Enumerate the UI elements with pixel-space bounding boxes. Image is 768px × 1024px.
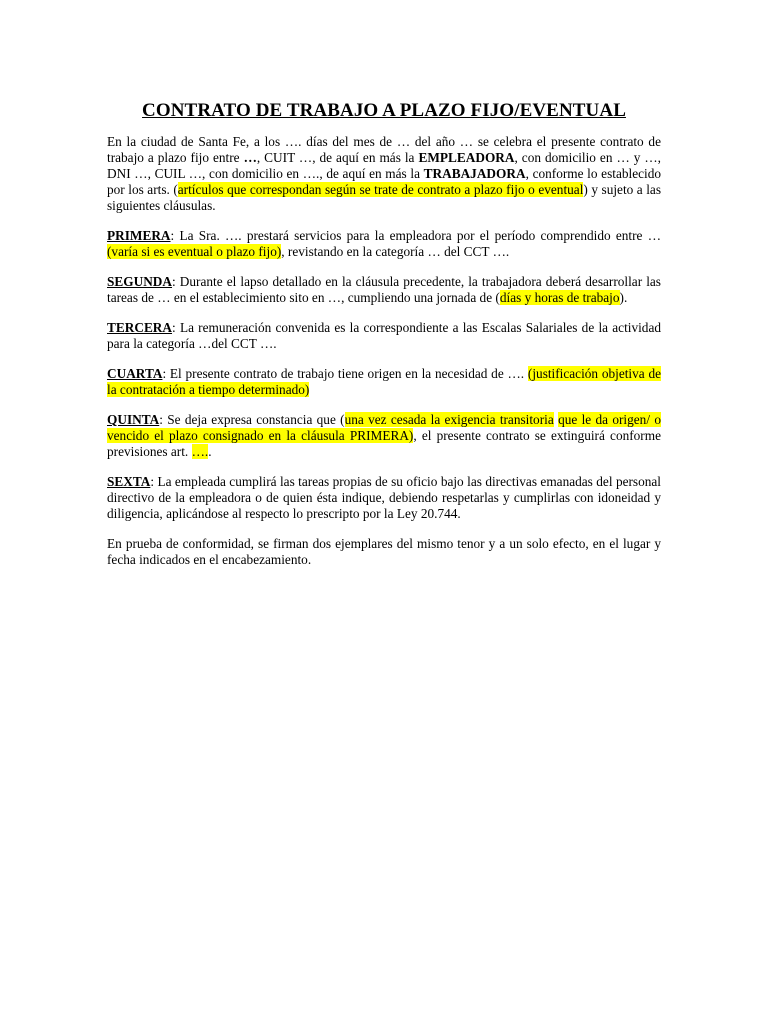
highlighted-placeholder: (justificación objetiva de la contratación a tiempo determinado) [107, 366, 662, 397]
bold-text: … [243, 150, 257, 165]
text-run: , CUIT …, de aquí en más la [256, 150, 419, 165]
document-body [107, 134, 661, 582]
highlighted-placeholder: (varía si es eventual o plazo fijo) [107, 244, 282, 259]
text-run: : La Sra. …. prestará servicios para la empleadora por el período comprendido entre … [170, 228, 661, 243]
clause-heading: TERCERA [107, 320, 173, 335]
text-run: ) y sujeto a las siguientes cláusulas. [107, 182, 662, 213]
clause-heading: CUARTA [107, 366, 163, 381]
text-run: : El presente contrato de trabajo tiene origen en la necesidad de …. [162, 366, 528, 381]
text-run: : La remuneración convenida es la correspondiente a las Escalas Salariales de la actividad para la categoría …del CCT …. [107, 320, 661, 351]
highlighted-placeholder: días y horas de trabajo [499, 290, 620, 305]
text-run: , con domicilio en … y …, DNI …, CUIL …, con domicilio en …., de aquí en más la [107, 150, 661, 181]
text-run: : Durante el lapso detallado en la cláusula precedente, la trabajadora deberá desarrollar las tareas de … en el establecimiento sito en …, cumpliendo una jornada de ( [107, 274, 661, 305]
paragraph-intro [107, 134, 661, 214]
text-run: , conforme lo establecido por los arts. ( [107, 166, 661, 197]
bold-text: TRABAJADORA [423, 166, 526, 181]
clause-heading: PRIMERA [107, 228, 171, 243]
text-run: ). [619, 290, 628, 305]
text-run: En prueba de conformidad, se firman dos ejemplares del mismo tenor y a un solo efecto, en el lugar y fecha indicados en el encabezamiento. [107, 536, 661, 567]
clause-heading: SEGUNDA [107, 274, 173, 289]
highlighted-placeholder: una vez cesada la exigencia transitoria [344, 412, 554, 427]
text-run: . [208, 444, 212, 459]
highlighted-placeholder: artículos que correspondan según se trate de contrato a plazo fijo o eventual [177, 182, 584, 197]
text-run: En la ciudad de Santa Fe, a los …. días del mes de … del año … se celebra el presente contrato de trabajo a plazo fijo entre [107, 134, 661, 165]
bold-text: EMPLEADORA [418, 150, 515, 165]
highlighted-placeholder: …. [191, 444, 209, 459]
clause-quinta [107, 412, 661, 460]
text-run: , revistando en la categoría … del CCT …. [281, 244, 510, 259]
clause-heading: QUINTA [107, 412, 160, 427]
clause-cuarta [107, 366, 661, 398]
clause-segunda [107, 274, 661, 306]
paragraph-closing [107, 536, 661, 568]
clause-primera [107, 228, 661, 260]
clause-heading: SEXTA [107, 474, 151, 489]
document-title: CONTRATO DE TRABAJO A PLAZO FIJO/EVENTUAL [142, 100, 626, 121]
text-run: : La empleada cumplirá las tareas propias de su oficio bajo las directivas emanadas del personal directivo de la empleadora o de quien ésta indique, debiendo respetarlas y cumplirlas con idoneidad y diligencia, aplicándose al respecto lo prescripto por la Ley 20.744. [107, 474, 661, 521]
text-run: , el presente contrato se extinguirá conforme previsiones art. [107, 428, 661, 459]
text-run: : Se deja expresa constancia que ( [159, 412, 345, 427]
clause-sexta [107, 474, 661, 522]
highlighted-placeholder: que le da origen/ o vencido el plazo consignado en la cláusula PRIMERA) [107, 412, 661, 443]
clause-tercera [107, 320, 661, 352]
